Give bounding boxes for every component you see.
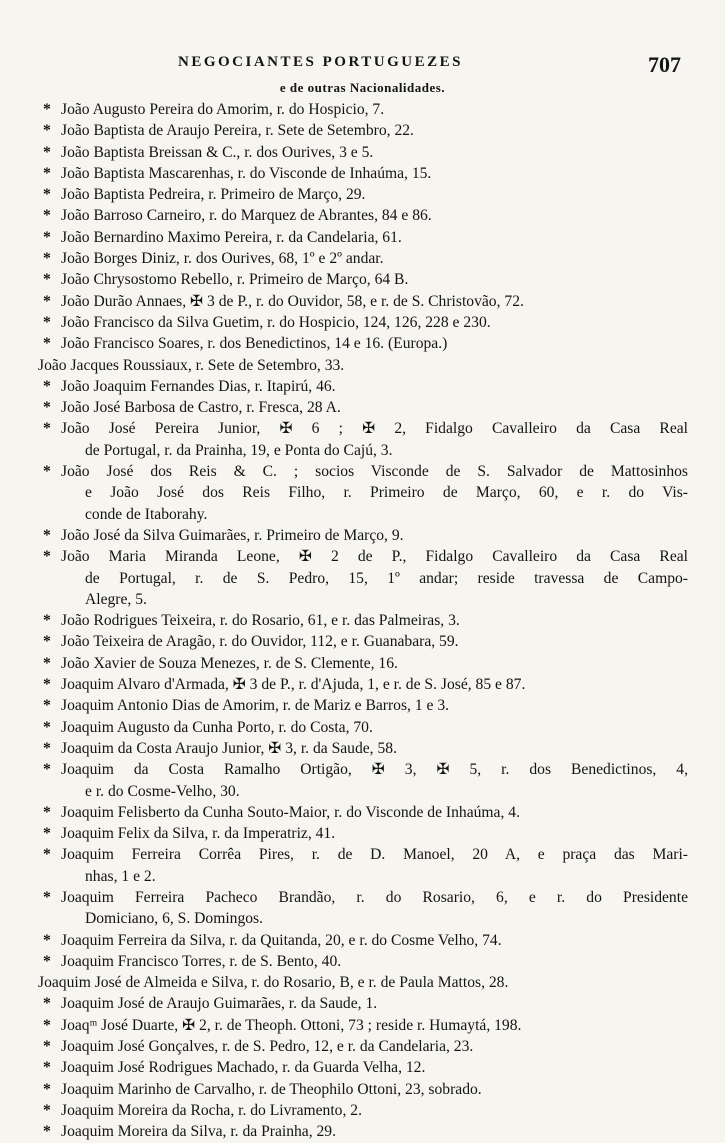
directory-entry — [38, 1036, 688, 1057]
entry-text: Joaquim Moreira da Rocha, r. do Livramento, 2. — [61, 1101, 362, 1119]
entry-text: João Borges Diniz, r. dos Ourives, 68, 1º e 2º andar. — [61, 250, 384, 268]
directory-entry — [38, 1121, 688, 1142]
asterisk-mark: * — [43, 122, 51, 140]
directory-entry — [38, 397, 688, 418]
directory-entry — [38, 142, 688, 163]
entry-text: João José dos Reis & C. ; socios Visconde de S. Salvador de Mattosinhos — [61, 463, 688, 481]
directory-entry — [38, 333, 688, 354]
entry-text: João Xavier de Souza Menezes, r. de S. Clemente, 16. — [61, 654, 398, 672]
asterisk-mark: * — [43, 313, 51, 331]
asterisk-mark: * — [43, 207, 51, 225]
entry-text: João Durão Annaes, ✠ 3 de P., r. do Ouvidor, 58, e r. de S. Christovão, 72. — [61, 292, 524, 310]
entry-text: Joaquim Ferreira Corrêa Pires, r. de D. Manoel, 20 A, e praça das Mari- — [61, 846, 688, 864]
entry-text: Joaquim José Gonçalves, r. de S. Pedro, 12, e r. da Candelaria, 23. — [61, 1038, 474, 1056]
asterisk-mark: * — [43, 377, 51, 395]
entry-text: João Maria Miranda Leone, ✠ 2 de P., Fidalgo Cavalleiro da Casa Real — [61, 548, 688, 566]
running-title: NEGOCIANTES PORTUGUEZES — [178, 54, 463, 70]
asterisk-mark: * — [43, 761, 51, 779]
asterisk-mark: * — [43, 633, 51, 651]
asterisk-mark: * — [43, 718, 51, 736]
entry-continuation: de Portugal, r. de S. Pedro, 15, 1º andar; reside travessa de Campo- — [85, 569, 688, 587]
directory-entry — [38, 376, 688, 397]
asterisk-mark: * — [43, 420, 51, 438]
entry-text: Joaquim da Costa Ramalho Ortigão, ✠ 3, ✠ 5, r. dos Benedictinos, 4, — [61, 761, 688, 779]
directory-entry — [38, 205, 688, 226]
asterisk-mark: * — [43, 888, 51, 906]
asterisk-mark: * — [43, 186, 51, 204]
entry-text: João José da Silva Guimarães, r. Primeiro de Março, 9. — [61, 526, 404, 544]
asterisk-mark: * — [43, 1080, 51, 1098]
asterisk-mark: * — [43, 335, 51, 353]
entry-text: João José Pereira Junior, ✠ 6 ; ✠ 2, Fidalgo Cavalleiro da Casa Real — [61, 420, 688, 438]
entry-text: João Teixeira de Aragão, r. do Ouvidor, 112, e r. Guanabara, 59. — [61, 633, 459, 651]
entry-text: João Bernardino Maximo Pereira, r. da Candelaria, 61. — [61, 228, 402, 246]
asterisk-mark: * — [43, 1123, 51, 1141]
directory-entry — [38, 610, 688, 631]
asterisk-mark: * — [43, 825, 51, 843]
asterisk-mark: * — [43, 164, 51, 182]
asterisk-mark: * — [43, 399, 51, 417]
directory-entry — [38, 1079, 688, 1100]
asterisk-mark: * — [43, 739, 51, 757]
asterisk-mark: * — [43, 228, 51, 246]
directory-entry — [38, 653, 688, 674]
page-number: 707 — [648, 52, 681, 77]
entry-text: Joaquim José de Araujo Guimarães, r. da Saude, 1. — [61, 995, 378, 1013]
entry-text: João José Barbosa de Castro, r. Fresca, 28 A. — [61, 399, 341, 417]
entry-text: Joaquim Ferreira Pacheco Brandão, r. do Rosario, 6, e r. do Presidente — [61, 888, 688, 906]
entry-text: Joaquim Marinho de Carvalho, r. de Theophilo Ottoni, 23, sobrado. — [61, 1080, 482, 1098]
directory-entry — [38, 461, 688, 525]
directory-entry — [38, 844, 688, 887]
entry-continuation: Alegre, 5. — [85, 590, 147, 608]
entry-text: Joaquim Ferreira da Silva, r. da Quitanda, 20, e r. do Cosme Velho, 74. — [61, 931, 502, 949]
entry-text: Joaquim Alvaro d'Armada, ✠ 3 de P., r. d'Ajuda, 1, e r. de S. José, 85 e 87. — [61, 676, 526, 694]
directory-entry — [38, 355, 688, 376]
entry-continuation: e r. do Cosme-Velho, 30. — [85, 782, 240, 800]
entry-text: Joaquim Felix da Silva, r. da Imperatriz, 41. — [61, 825, 336, 843]
asterisk-mark: * — [43, 250, 51, 268]
directory-entry — [38, 717, 688, 738]
directory-entry — [38, 418, 688, 461]
entry-continuation: e João José dos Reis Filho, r. Primeiro de Março, 60, e r. do Vis- — [85, 484, 688, 502]
directory-entry — [38, 227, 688, 248]
directory-entries — [38, 99, 688, 1143]
entry-text: João Barroso Carneiro, r. do Marquez de Abrantes, 84 e 86. — [61, 207, 432, 225]
asterisk-mark: * — [43, 697, 51, 715]
asterisk-mark: * — [43, 101, 51, 118]
entry-text: João Chrysostomo Rebello, r. Primeiro de Março, 64 B. — [61, 271, 409, 289]
directory-entry — [38, 312, 688, 333]
directory-entry — [38, 674, 688, 695]
entry-text: João Joaquim Fernandes Dias, r. Itapirú, 46. — [61, 377, 336, 395]
entry-continuation: nhas, 1 e 2. — [85, 867, 156, 885]
directory-entry — [38, 802, 688, 823]
asterisk-mark: * — [43, 143, 51, 161]
directory-entry — [38, 738, 688, 759]
directory-entry — [38, 1015, 688, 1036]
entry-text: João Rodrigues Teixeira, r. do Rosario, 61, e r. das Palmeiras, 3. — [61, 612, 460, 630]
directory-entry — [38, 1057, 688, 1078]
entry-text: Joaquim Augusto da Cunha Porto, r. do Costa, 70. — [61, 718, 373, 736]
asterisk-mark: * — [43, 612, 51, 630]
directory-entry — [38, 248, 688, 269]
asterisk-mark: * — [43, 548, 51, 566]
entry-text: João Francisco da Silva Guetim, r. do Hospicio, 124, 126, 228 e 230. — [61, 313, 491, 331]
asterisk-mark: * — [43, 995, 51, 1013]
directory-entry — [38, 163, 688, 184]
directory-entry — [38, 951, 688, 972]
entry-text: Joaqᵐ José Duarte, ✠ 2, r. de Theoph. Ottoni, 73 ; reside r. Humaytá, 198. — [61, 1016, 522, 1034]
directory-entry — [38, 99, 688, 120]
entry-text: João Francisco Soares, r. dos Benedictinos, 14 e 16. (Europa.) — [61, 335, 448, 353]
directory-entry — [38, 1100, 688, 1121]
asterisk-mark: * — [43, 1016, 51, 1034]
asterisk-mark: * — [43, 1101, 51, 1119]
directory-entry — [38, 269, 688, 290]
entry-text: Joaquim José Rodrigues Machado, r. da Guarda Velha, 12. — [61, 1059, 426, 1077]
asterisk-mark: * — [43, 846, 51, 864]
directory-entry — [38, 823, 688, 844]
directory-entry — [38, 993, 688, 1014]
entry-text: João Baptista Mascarenhas, r. do Visconde de Inhaúma, 15. — [61, 164, 432, 182]
directory-entry — [38, 291, 688, 312]
asterisk-mark: * — [43, 654, 51, 672]
entry-text: João Augusto Pereira do Amorim, r. do Hospicio, 7. — [61, 101, 385, 118]
directory-entry — [38, 184, 688, 205]
entry-text: Joaquim Felisberto da Cunha Souto-Maior, r. do Visconde de Inhaúma, 4. — [61, 803, 520, 821]
directory-entry — [38, 120, 688, 141]
asterisk-mark: * — [43, 526, 51, 544]
asterisk-mark: * — [43, 1059, 51, 1077]
entry-text: Joaquim José de Almeida e Silva, r. do Rosario, B, e r. de Paula Mattos, 28. — [38, 974, 509, 992]
section-subtitle: e de outras Nacionalidades. — [279, 80, 446, 95]
asterisk-mark: * — [43, 676, 51, 694]
entry-text: Joaquim Antonio Dias de Amorim, r. de Mariz e Barros, 1 e 3. — [61, 697, 450, 715]
directory-entry — [38, 930, 688, 951]
directory-entry — [38, 972, 688, 993]
asterisk-mark: * — [43, 952, 51, 970]
entry-text: João Baptista Breissan & C., r. dos Ourives, 3 e 5. — [61, 143, 374, 161]
entry-text: João Baptista de Araujo Pereira, r. Sete de Setembro, 22. — [61, 122, 414, 140]
entry-continuation: Domiciano, 6, S. Domingos. — [85, 910, 264, 928]
directory-entry — [38, 525, 688, 546]
asterisk-mark: * — [43, 803, 51, 821]
entry-continuation: de Portugal, r. da Prainha, 19, e Ponta do Cajú, 3. — [85, 441, 393, 459]
asterisk-mark: * — [43, 463, 51, 481]
entry-continuation: conde de Itaborahy. — [85, 505, 208, 523]
directory-entry — [38, 887, 688, 930]
entry-text: Joaquim Francisco Torres, r. de S. Bento, 40. — [61, 952, 342, 970]
page-header — [48, 50, 685, 80]
directory-entry — [38, 695, 688, 716]
asterisk-mark: * — [43, 931, 51, 949]
entry-text: Joaquim da Costa Araujo Junior, ✠ 3, r. da Saude, 58. — [61, 739, 397, 757]
entry-text: João Baptista Pedreira, r. Primeiro de Março, 29. — [61, 186, 366, 204]
asterisk-mark: * — [43, 292, 51, 310]
directory-entry — [38, 546, 688, 610]
directory-entry — [38, 631, 688, 652]
entry-text: Joaquim Moreira da Silva, r. da Prainha, 29. — [61, 1123, 336, 1141]
asterisk-mark: * — [43, 1038, 51, 1056]
directory-entry — [38, 759, 688, 802]
asterisk-mark: * — [43, 271, 51, 289]
entry-text: João Jacques Roussiaux, r. Sete de Setembro, 33. — [38, 356, 345, 374]
